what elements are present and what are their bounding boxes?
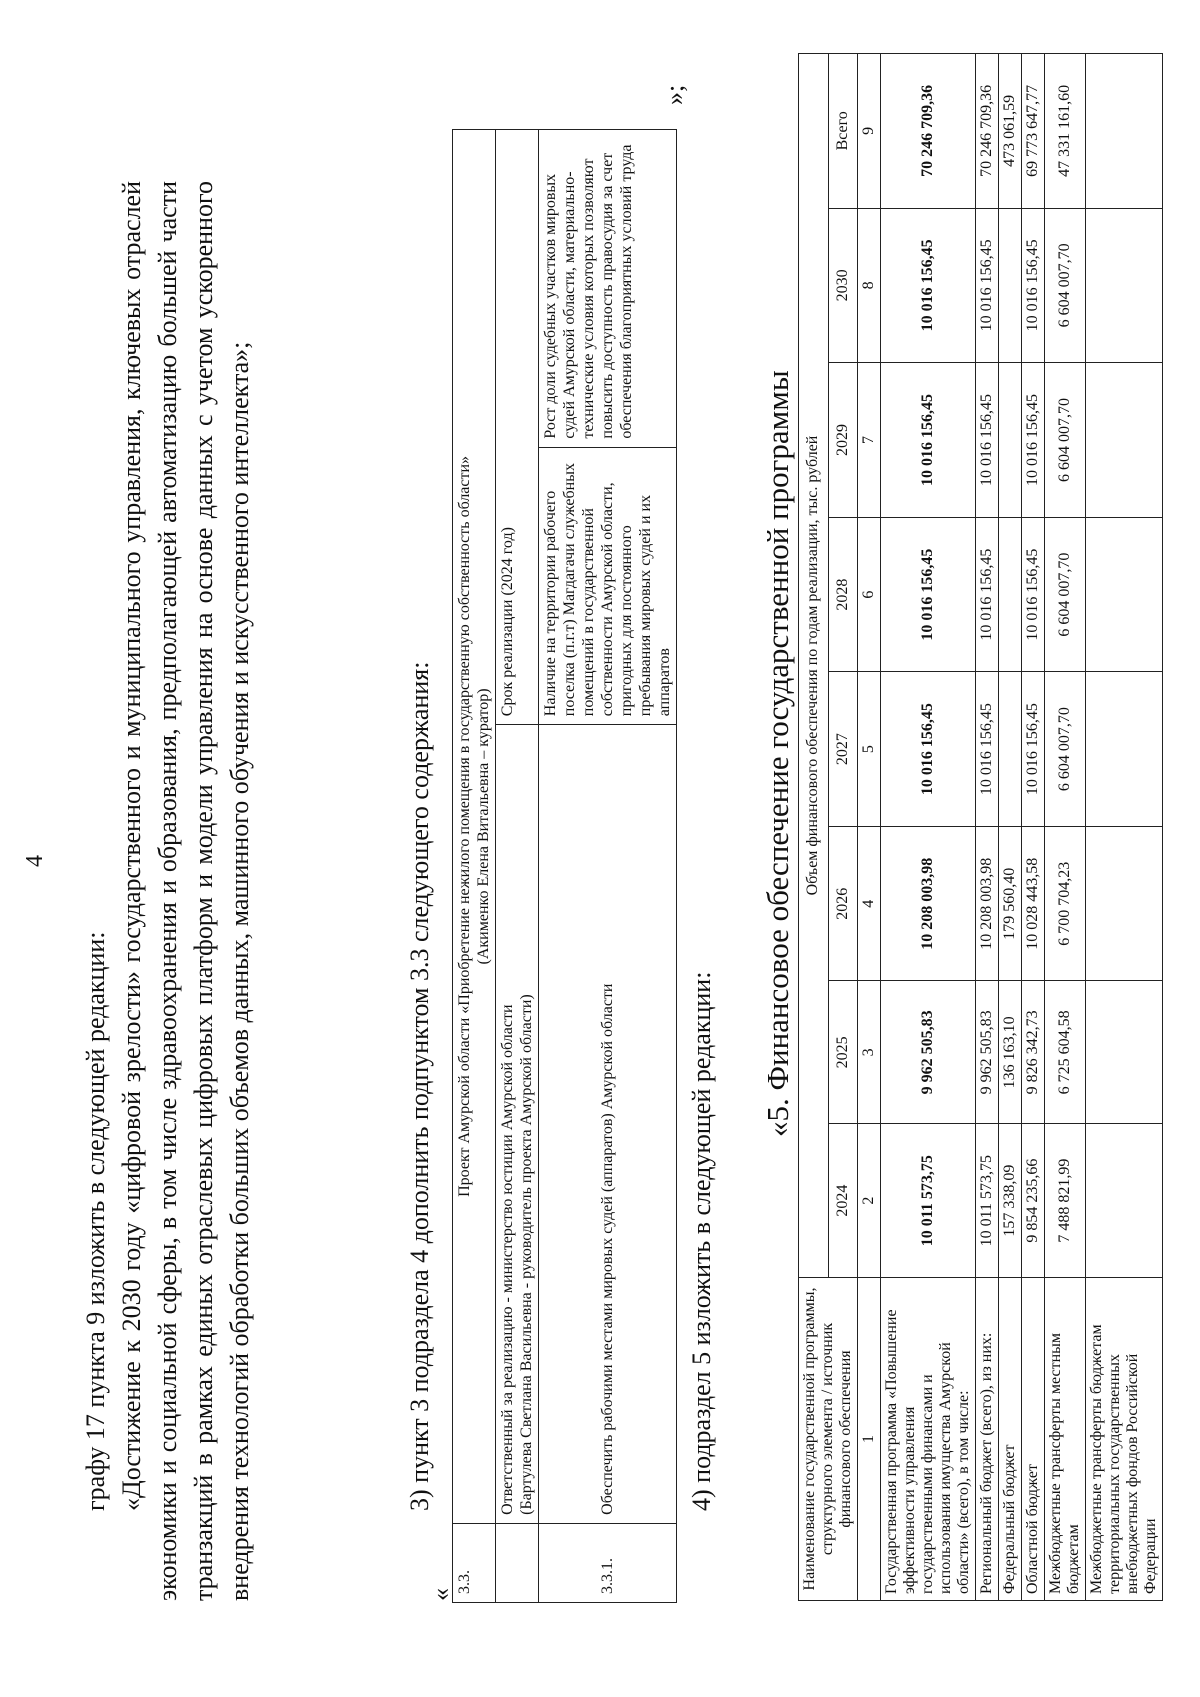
column-header-name: Наименование государственной программы, структурного элемента / источник финансового обеспечения — [799, 1278, 858, 1601]
row-name: Региональный бюджет (всего), из них: — [976, 1278, 999, 1601]
cell-value — [1086, 1124, 1163, 1278]
cell-value: 6 604 007,70 — [1045, 363, 1086, 518]
cell-value: 6 604 007,70 — [1045, 517, 1086, 672]
paragraph-digital-maturity: «Достижение к 2030 году «цифровой зрелости» государственного и муниципального управления, ключевых отраслей экономики и социальной сферы, в том числе здравоохранения и образования, предполагающей автоматизацию большей части транзакций в рамках единых отраслевых цифровых платформ и модели управления на основе данных с учетом ускоренного внедрения технологий обработки больших объемов данных, машинного обучения и искусственного интеллекта»; — [117, 181, 254, 1601]
cell-value: 9 826 342,73 — [1022, 981, 1045, 1124]
column-header-year: 2024 — [828, 1124, 858, 1278]
cell-value: 10 016 156,45 — [1022, 208, 1045, 363]
cell-value — [999, 363, 1022, 518]
cell-value: 157 338,09 — [999, 1124, 1022, 1278]
cell-value — [1086, 54, 1163, 209]
column-header-group: Объем финансового обеспечения по годам реализации, тыс. рублей — [799, 54, 829, 1278]
section-title: «5. Финансовое обеспечение государственной программы — [760, 370, 795, 1137]
cell-value: 10 016 156,45 — [881, 363, 976, 518]
table-row — [496, 130, 539, 1603]
financing-table — [798, 53, 1163, 1601]
cell-value — [999, 208, 1022, 363]
column-header-year: 2030 — [828, 208, 858, 363]
row-name: Федеральный бюджет — [999, 1278, 1022, 1601]
cell-value — [999, 672, 1022, 827]
table-row — [999, 54, 1022, 1601]
page-number: 4 — [22, 855, 48, 867]
quote-close: »; — [660, 84, 689, 105]
row-name: Межбюджетные трансферты местным бюджетам — [1045, 1278, 1086, 1601]
table-row — [1045, 54, 1086, 1601]
task-text: Обеспечить рабочими местами мировых судей (аппаратов) Амурской области — [539, 725, 677, 1524]
cell-value: 10 208 003,98 — [881, 826, 976, 981]
column-index-row — [858, 54, 881, 1601]
cell-value: 10 016 156,45 — [976, 672, 999, 827]
row-name: Государственная программа «Повышение эффективности управления государственными финансами и использования имущества Амурской области» (всего), в том числе: — [881, 1278, 976, 1601]
empty-cell — [496, 1523, 539, 1602]
project-curator: (Акименко Елена Витальевна – куратор) — [475, 688, 492, 965]
table-row — [1086, 54, 1163, 1601]
cell-value: 10 016 156,45 — [881, 672, 976, 827]
cell-value: 69 773 647,77 — [1022, 54, 1045, 209]
cell-value: 10 016 156,45 — [1022, 517, 1045, 672]
cell-value: 10 016 156,45 — [1022, 363, 1045, 518]
cell-value: 179 560,40 — [999, 826, 1022, 981]
column-header-total: Всего — [828, 54, 858, 209]
cell-value: 10 011 573,75 — [881, 1124, 976, 1278]
quote-open: « — [426, 1588, 455, 1601]
cell-value: 136 163,10 — [999, 981, 1022, 1124]
column-index: 8 — [858, 208, 881, 363]
paragraph-subsection-5: 4) подраздел 5 изложить в следующей редакции: — [687, 971, 716, 1511]
paragraph-item-17: графу 17 пункта 9 изложить в следующей редакции: — [81, 931, 110, 1511]
column-index: 3 — [858, 981, 881, 1124]
cell-value: 70 246 709,36 — [976, 54, 999, 209]
project-title-cell — [453, 130, 496, 1524]
cell-value: 9 962 505,83 — [976, 981, 999, 1124]
cell-value — [1086, 517, 1163, 672]
column-index: 9 — [858, 54, 881, 209]
project-title: Проект Амурской области «Приобретение нежилого помещения в государственную собственность области» — [456, 455, 473, 1197]
cell-value — [999, 517, 1022, 672]
cell-value: 10 028 443,58 — [1022, 826, 1045, 981]
cell-value: 10 016 156,45 — [976, 363, 999, 518]
row-name: Межбюджетные трансферты бюджетам территориальных государственных внебюджетных фондов Российской Федерации — [1086, 1278, 1163, 1601]
cell-value: 9 962 505,83 — [881, 981, 976, 1124]
table-row — [881, 54, 976, 1601]
cell-value: 6 604 007,70 — [1045, 208, 1086, 363]
column-index: 7 — [858, 363, 881, 518]
column-index: 1 — [858, 1278, 881, 1601]
project-table — [452, 129, 677, 1603]
column-index: 5 — [858, 672, 881, 827]
cell-value: 47 331 161,60 — [1045, 54, 1086, 209]
column-header-year: 2029 — [828, 363, 858, 518]
cell-value: 6 604 007,70 — [1045, 672, 1086, 827]
table-row — [453, 130, 496, 1603]
task-number: 3.3.1. — [539, 1523, 677, 1602]
cell-value: 9 854 235,66 — [1022, 1124, 1045, 1278]
row-name: Областной бюджет — [1022, 1278, 1045, 1601]
cell-value: 6 725 604,58 — [1045, 981, 1086, 1124]
cell-value: 10 016 156,45 — [1022, 672, 1045, 827]
cell-value — [1086, 981, 1163, 1124]
table-row — [539, 130, 677, 1603]
column-index: 6 — [858, 517, 881, 672]
column-index: 4 — [858, 826, 881, 981]
cell-value — [1086, 208, 1163, 363]
cell-value: 10 208 003,98 — [976, 826, 999, 981]
cell-value: 10 016 156,45 — [976, 208, 999, 363]
project-head: (Бартулева Светлана Васильевна - руководитель проекта Амурской области) — [518, 994, 535, 1515]
column-header-year: 2028 — [828, 517, 858, 672]
column-header-year: 2025 — [828, 981, 858, 1124]
responsible-cell — [496, 725, 539, 1524]
cell-value — [1086, 363, 1163, 518]
table-row — [1022, 54, 1045, 1601]
table-header-row — [799, 54, 829, 1601]
table-row — [976, 54, 999, 1601]
cell-value: 10 011 573,75 — [976, 1124, 999, 1278]
cell-value: 10 016 156,45 — [881, 517, 976, 672]
responsible-ministry: Ответственный за реализацию - министерство юстиции Амурской области — [499, 1004, 516, 1515]
cell-value — [1086, 826, 1163, 981]
effect-text: Рост доли судебных участков мировых судей Амурской области, материально-технические условия которых позволяют повысить доступность правосудия за счет обеспечения благоприятных условий труда — [539, 130, 677, 448]
cell-value: 6 700 704,23 — [1045, 826, 1086, 981]
term-cell: Срок реализации (2024 год) — [496, 130, 539, 725]
paragraph-subitem-3-3: 3) пункт 3 подраздела 4 дополнить подпунктом 3.3 следующего содержания: — [405, 661, 434, 1511]
result-text: Наличие на территории рабочего поселка (п.г.т) Магдагачи служебных помещений в государственной собственности Амурской области, пригодных для постоянного пребывания мировых судей и их аппаратов — [539, 447, 677, 725]
cell-value: 7 488 821,99 — [1045, 1124, 1086, 1278]
cell-value: 70 246 709,36 — [881, 54, 976, 209]
column-header-year: 2026 — [828, 826, 858, 981]
cell-value: 10 016 156,45 — [976, 517, 999, 672]
cell-value — [1086, 672, 1163, 827]
project-number: 3.3. — [453, 1523, 496, 1602]
column-header-year: 2027 — [828, 672, 858, 827]
cell-value: 10 016 156,45 — [881, 208, 976, 363]
cell-value: 473 061,59 — [999, 54, 1022, 209]
column-index: 2 — [858, 1124, 881, 1278]
